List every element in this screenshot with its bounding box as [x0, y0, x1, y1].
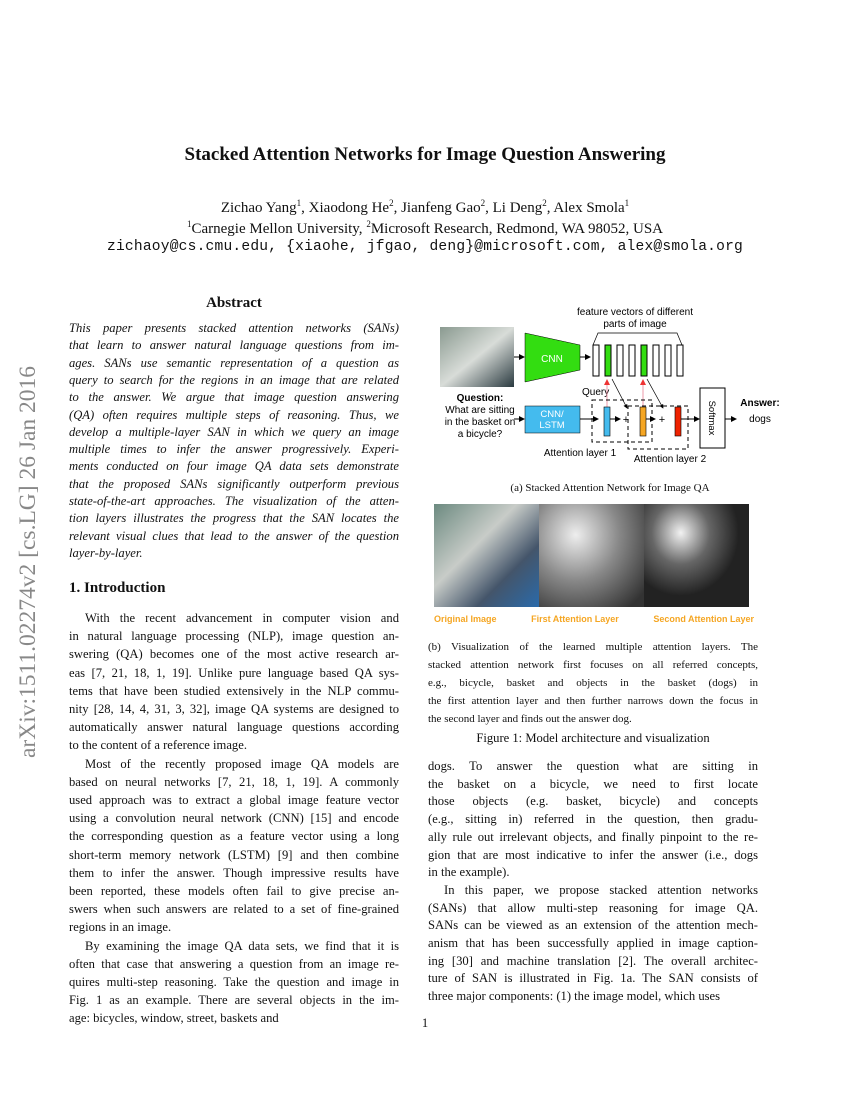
affil-2: Microsoft Research, Redmond, WA 98052, USA — [370, 221, 664, 237]
text-line: layer-by-layer. — [69, 545, 143, 560]
text-line: regions in an image. — [69, 920, 172, 935]
text-line: anism that has been successfully applied in image caption- — [428, 936, 758, 950]
author-affiliation-mark: 2 — [480, 198, 486, 208]
text-line: ally rule out irrelevant objects, and finally pinpoint to the re- — [428, 829, 758, 844]
answer-text: dogs — [749, 414, 771, 425]
affil-1: Carnegie Mellon University, — [191, 221, 367, 237]
text-line: them to infer the answer. Though impressive results have — [69, 865, 399, 880]
text-line: ing [30] and machine translation [2]. The overall architec- — [428, 953, 758, 968]
query-label: Query — [582, 387, 610, 398]
text-line: using a convolution neural network (CNN) [15] and encode — [69, 811, 399, 826]
text-line: that the proposed SANs significantly outperform previous — [69, 476, 399, 491]
affil-sup: 2 — [366, 219, 371, 229]
attention-labels — [434, 614, 754, 624]
text-line: in the example). — [428, 865, 510, 880]
author-affiliation-mark: 1 — [624, 198, 630, 208]
question-heading: Question: — [456, 393, 504, 404]
cnn-lstm-label: LSTM — [539, 420, 565, 431]
text-line: ture of SAN is illustrated in Fig. 1a. The SAN consists of — [428, 971, 758, 986]
author-name: Xiaodong He — [308, 200, 390, 216]
text-line: often that case that answering a question from an image re- — [69, 956, 399, 971]
text-line: tems that have been studied extensively in the NLP commu- — [69, 683, 399, 698]
text-line: the first attention layer and then further narrows down the focus in — [428, 695, 758, 707]
first-attention-map — [539, 504, 644, 607]
text-line: With the recent advancement in computer vision and — [85, 611, 399, 625]
affil-sup: 1 — [186, 219, 192, 229]
text-line: based on neural networks [7, 21, 18, 1, 19]. A commonly — [69, 774, 399, 789]
page-number: 1 — [421, 1016, 429, 1030]
text-line: three major components: (1) the image model, which uses — [428, 989, 721, 1004]
attention-layer-1-label: Attention layer 1 — [543, 448, 617, 459]
text-line: ages. SANs use semantic representation of a question as — [69, 355, 399, 370]
author-name: Alex Smola — [553, 200, 625, 216]
author-name: Jianfeng Gao — [401, 200, 481, 216]
text-line: to the content of a reference image. — [69, 738, 247, 753]
text-line: stacked attention network first focuses on all referred concepts, — [428, 659, 758, 671]
text-line: to the answer. We argue that image question answering — [69, 390, 399, 405]
text-line: in natural language processing (NLP), image question an- — [69, 629, 399, 644]
feature-vectors — [593, 345, 683, 376]
text-line: tion layers illustrates the progress that the SAN locates the — [69, 511, 399, 526]
cnn-lstm-label: CNN/ — [540, 409, 564, 420]
text-line: automatically answer natural language questions according — [69, 720, 399, 735]
author-list: Zichao Yang$^1$, Xiaodong He$^2$, Jianfeng Gao$^2$, Li Deng$^2$, Alex Smola$^1$ — [220, 198, 630, 216]
text-line: nity [28, 14, 4, 31, 3, 32], image QA systems are designed to — [69, 702, 399, 716]
text-line: eas [7, 21, 18, 1, 19]. Unlike pure language based QA sys- — [69, 665, 399, 680]
question-text: a bicycle? — [457, 429, 503, 440]
text-line: that learn to answer natural language questions from im- — [69, 338, 399, 353]
text-line: quires multi-step reasoning. Take the question and image in — [69, 975, 399, 989]
caption-a: (a) Stacked Attention Network for Image QA — [510, 482, 710, 494]
text-line: Fig. 1 as an example. There are several objects in the im- — [69, 993, 399, 1008]
author-affiliation-mark: 2 — [542, 198, 547, 208]
label-original-image: Original Image — [434, 614, 497, 624]
text-line: short-term memory network (LSTM) [9] and then combine — [69, 847, 399, 862]
text-line: relevant visual clues that lead to the answer of the question — [69, 528, 399, 543]
text-line: e.g., bicycle, basket and objects in the basket (dogs) in — [428, 677, 758, 689]
text-line: age: bicycles, window, street, baskets and — [69, 1011, 279, 1026]
text-line: query to search for the regions in an image that are related — [69, 372, 399, 387]
original-image — [434, 504, 539, 607]
text-line: dogs. To answer the question what are sitting in — [428, 759, 758, 773]
affiliations — [0, 219, 850, 238]
architecture-diagram — [425, 295, 795, 475]
text-line: (QA) often requires multiple steps of reasoning. Thus, we — [69, 407, 399, 422]
question-text: in the basket on — [444, 417, 516, 428]
attention-layer-2-label: Attention layer 2 — [633, 454, 707, 465]
text-line: the second layer and finds out the answer dog. — [428, 713, 632, 725]
intro-heading: 1. Introduction — [69, 580, 166, 596]
author-name: Li Deng — [492, 200, 543, 216]
author-emails: zichaoy@cs.cmu.edu, {xiaohe, jfgao, deng}@microsoft.com, alex@smola.org — [107, 239, 743, 255]
label-second-attention: Second Attention Layer — [653, 614, 754, 624]
text-line: By examining the image QA data sets, we find that it is — [85, 938, 399, 953]
text-line: This paper presents stacked attention networks (SANs) — [69, 321, 399, 335]
text-line: swering (QA) becomes one of the most active research ar- — [69, 647, 399, 662]
arxiv-identifier: arXiv:1511.02274v2 [cs.LG] 26 Jan 2016 — [15, 365, 41, 758]
plus-sign: + — [622, 414, 630, 426]
text-line: (SANs) that allow multi-step reasoning for image QA. — [428, 900, 758, 915]
feature-vector-label: feature vectors of different — [577, 307, 693, 318]
softmax-label: Softmax — [706, 400, 717, 436]
text-line: multiple times to infer the answer progressively. Experi- — [69, 442, 399, 457]
attention-visualization — [434, 504, 749, 607]
text-line: the basket on a bicycle, we need to first locate — [428, 776, 758, 791]
text-line: those objects (e.g. basket, bicycle) and concepts — [428, 794, 758, 809]
text-line: develop a multiple-layer SAN in which we query an image — [69, 424, 399, 439]
question-text: What are sitting — [445, 405, 515, 416]
text-line: (e.g., sitting in) referred in the question, then gradu- — [428, 812, 758, 827]
author-name: Zichao Yang — [220, 200, 297, 216]
text-line: state-of-the-art approaches. The visualization of the atten- — [69, 494, 399, 508]
label-first-attention: First Attention Layer — [531, 614, 619, 624]
text-line: Most of the recently proposed image QA models are — [85, 756, 399, 771]
text-line: ments conducted on four image QA data sets demonstrate — [69, 459, 399, 474]
author-affiliation-mark: 2 — [389, 198, 394, 208]
cnn-label: CNN — [541, 354, 563, 365]
figure-caption: Figure 1: Model architecture and visualization — [476, 731, 710, 745]
text-line: In this paper, we propose stacked attention networks — [444, 882, 758, 897]
text-line: swers when such answers are related to a set of fine-grained — [69, 902, 399, 917]
text-line: gion that are most indicative to infer the answer (i.e., dogs — [428, 847, 758, 862]
text-line: been reported, these models often fail to give precise an- — [69, 884, 399, 898]
abstract-heading: Abstract — [206, 295, 262, 311]
paper-title: Stacked Attention Networks for Image Question Answering — [184, 144, 666, 165]
text-line: the corresponding question as a feature vector using a long — [69, 829, 399, 844]
input-image-thumbnail — [440, 327, 514, 387]
text-line: SANs can be viewed as an extension of the attention mech- — [428, 918, 758, 933]
second-attention-map — [644, 504, 749, 607]
answer-heading: Answer: — [740, 398, 780, 409]
text-line: (b) Visualization of the learned multiple attention layers. The — [428, 641, 758, 653]
author-affiliation-mark: 1 — [296, 198, 302, 208]
text-line: used approach was to extract a global image feature vector — [69, 793, 399, 807]
feature-vector-label: parts of image — [603, 319, 667, 330]
plus-sign: + — [658, 414, 666, 426]
